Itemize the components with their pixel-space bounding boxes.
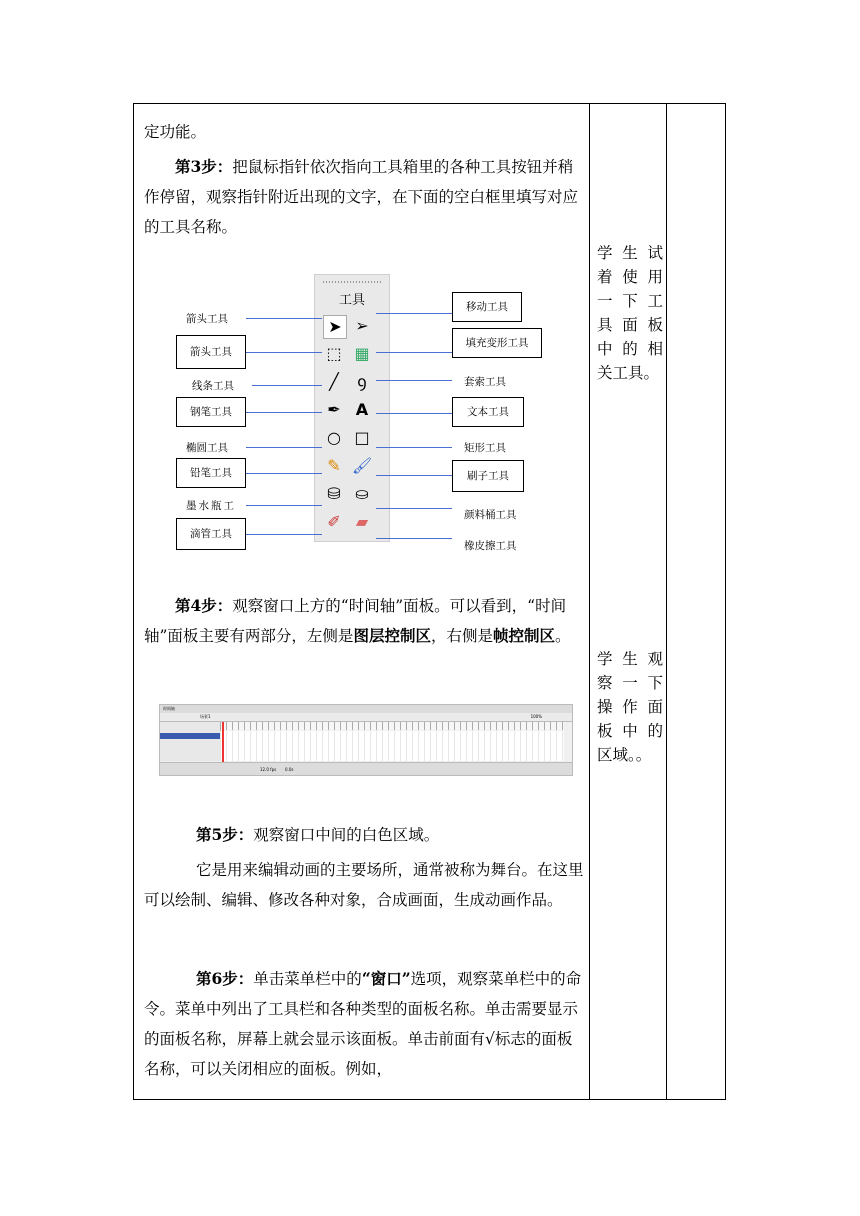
leader-line (376, 538, 452, 539)
step4-text-b: ，右侧是 (430, 627, 493, 645)
box-arrow-tool: 箭头工具 (176, 335, 246, 369)
eyedropper-icon: ✐ (327, 512, 341, 531)
ink-bottle-icon: ⛁ (327, 484, 341, 503)
leader-line (376, 352, 452, 353)
label-eraser-tool: 橡皮擦工具 (464, 540, 517, 552)
timeline-status-bar (160, 762, 572, 775)
frame-control-region (220, 731, 564, 761)
leader-line (376, 447, 452, 448)
subselect-icon: ➢ (355, 316, 369, 335)
free-transform-icon: ⬚ (326, 344, 342, 363)
step3-label: 第3步： (175, 157, 233, 176)
step4-text-a: 观察窗口上方的“时间轴”面板。可以看到，“时间轴”面板主要有两部分，左侧是 (144, 597, 567, 645)
timeline-scene-bar (160, 713, 572, 722)
leader-line (246, 505, 322, 506)
side-note-line: 察一下 (597, 674, 665, 692)
fill-transform-icon: ▦ (354, 344, 370, 363)
box-pencil-tool: 铅笔工具 (176, 458, 246, 488)
paragraph-step5-desc: 它是用来编辑动画的主要场所，通常被称为舞台。在这里可以绘制、编辑、修改各种对象，合成画面，生成动画作品。 (144, 861, 584, 909)
toolbox-panel (314, 274, 390, 542)
window-menu-name: “窗口” (361, 969, 411, 988)
leader-line (246, 318, 322, 319)
step6-text-a: 单击菜单栏中的 (253, 970, 362, 988)
side-note-line: 着使用 (597, 268, 665, 286)
box-subselect-tool: 移动工具 (452, 292, 522, 322)
step3-text: 把鼠标指针依次指向工具箱里的各种工具按钮并稍作停留，观察指针附近出现的文字，在下面的空白框里填写对应的工具名称。 (144, 158, 579, 236)
side-note-line: 学生观 (597, 650, 665, 668)
side-note-line: 具面板 (597, 316, 665, 334)
side-note-line: 中的相 (597, 340, 665, 358)
layer-row (160, 733, 220, 739)
leader-line (246, 473, 322, 474)
side-note-line: 板中的 (597, 722, 665, 740)
arrow-icon: ➤ (323, 315, 347, 339)
step5-text: 观察窗口中间的白色区域。 (253, 826, 440, 844)
timeline-tab: 时间轴 (163, 706, 175, 711)
leader-line (376, 475, 452, 476)
leader-line (376, 508, 452, 509)
time-readout: 0.0s (285, 767, 294, 772)
side-note-line: 区域。。 (597, 746, 652, 764)
text-icon: A (355, 400, 369, 419)
fps-readout: 12.0 fps (260, 767, 277, 772)
pen-icon: ✒ (327, 400, 341, 419)
leader-line (376, 313, 452, 314)
brush-icon: 🖌 (351, 456, 373, 475)
side-note-line: 学生试 (597, 244, 665, 262)
box-brush-tool: 刷子工具 (452, 460, 524, 492)
box-fill-transform-tool: 填充变形工具 (452, 328, 542, 358)
step6-text-b: 选项，观察菜单栏中的命令。菜单中列出了工具栏和各种类型的面板名称。单击需要显示的面板名称，屏幕上就会显示该面板。单击前面有√标志的面板名称，可以关闭相应的面板。例如， (144, 970, 582, 1078)
rectangle-icon: □ (354, 428, 370, 447)
side-note-timeline (597, 647, 665, 767)
leader-line (246, 352, 322, 353)
lasso-icon: ꝯ (357, 372, 367, 391)
toolbox-figure (134, 104, 589, 564)
scene-label: 场景1 (200, 714, 211, 719)
step5-label: 第5步： (196, 825, 254, 844)
pencil-icon: ✎ (327, 456, 341, 475)
lesson-table (133, 103, 726, 1100)
label-arrow-tool: 箭头工具 (186, 313, 228, 325)
oval-icon: ○ (327, 428, 341, 447)
leader-line (376, 380, 452, 381)
step4-label: 第4步： (175, 596, 233, 615)
box-eyedropper-tool: 滴管工具 (176, 518, 246, 550)
toolbox-grip (323, 281, 381, 283)
label-line-tool: 线条工具 (192, 380, 234, 392)
line-icon: ╱ (329, 372, 339, 391)
layer-control-area: 图层控制区 (353, 626, 431, 645)
leader-line (376, 413, 452, 414)
layer-control-region (160, 722, 221, 761)
eraser-icon: ▰ (355, 512, 369, 531)
label-paint-bucket-tool: 颜料桶工具 (464, 509, 517, 521)
label-ink-bottle-tool: 墨水瓶工 (186, 500, 236, 512)
frame-ruler (220, 722, 564, 730)
column-divider (666, 104, 667, 1099)
side-note-line: 操作面 (597, 698, 665, 716)
label-rectangle-tool: 矩形工具 (464, 442, 506, 454)
frame-control-area: 帧控制区 (492, 626, 555, 645)
column-divider (589, 104, 590, 1099)
leader-line (246, 534, 322, 535)
box-text-tool: 文本工具 (452, 397, 524, 427)
paragraph-step4 (144, 591, 584, 651)
label-lasso-tool: 套索工具 (464, 376, 506, 388)
side-note-tools (597, 241, 665, 385)
paragraph-step6 (144, 964, 584, 1084)
step6-label: 第6步： (196, 969, 254, 988)
paint-bucket-icon: ⛀ (355, 484, 369, 503)
box-pen-tool: 钢笔工具 (176, 397, 246, 427)
step4-text-c: 。 (554, 627, 571, 645)
paragraph-step5 (144, 820, 584, 850)
label-oval-tool: 椭圆工具 (186, 442, 228, 454)
zoom-level: 100% (530, 714, 542, 719)
side-note-line: 关工具。 (597, 364, 660, 382)
toolbox-title: 工具 (338, 293, 365, 308)
timeline-panel (159, 704, 573, 776)
leader-line (252, 385, 322, 386)
leader-line (246, 447, 322, 448)
side-note-line: 一下工 (597, 292, 665, 310)
leader-line (246, 412, 322, 413)
paragraph-intro: 定功能。 (144, 123, 207, 141)
